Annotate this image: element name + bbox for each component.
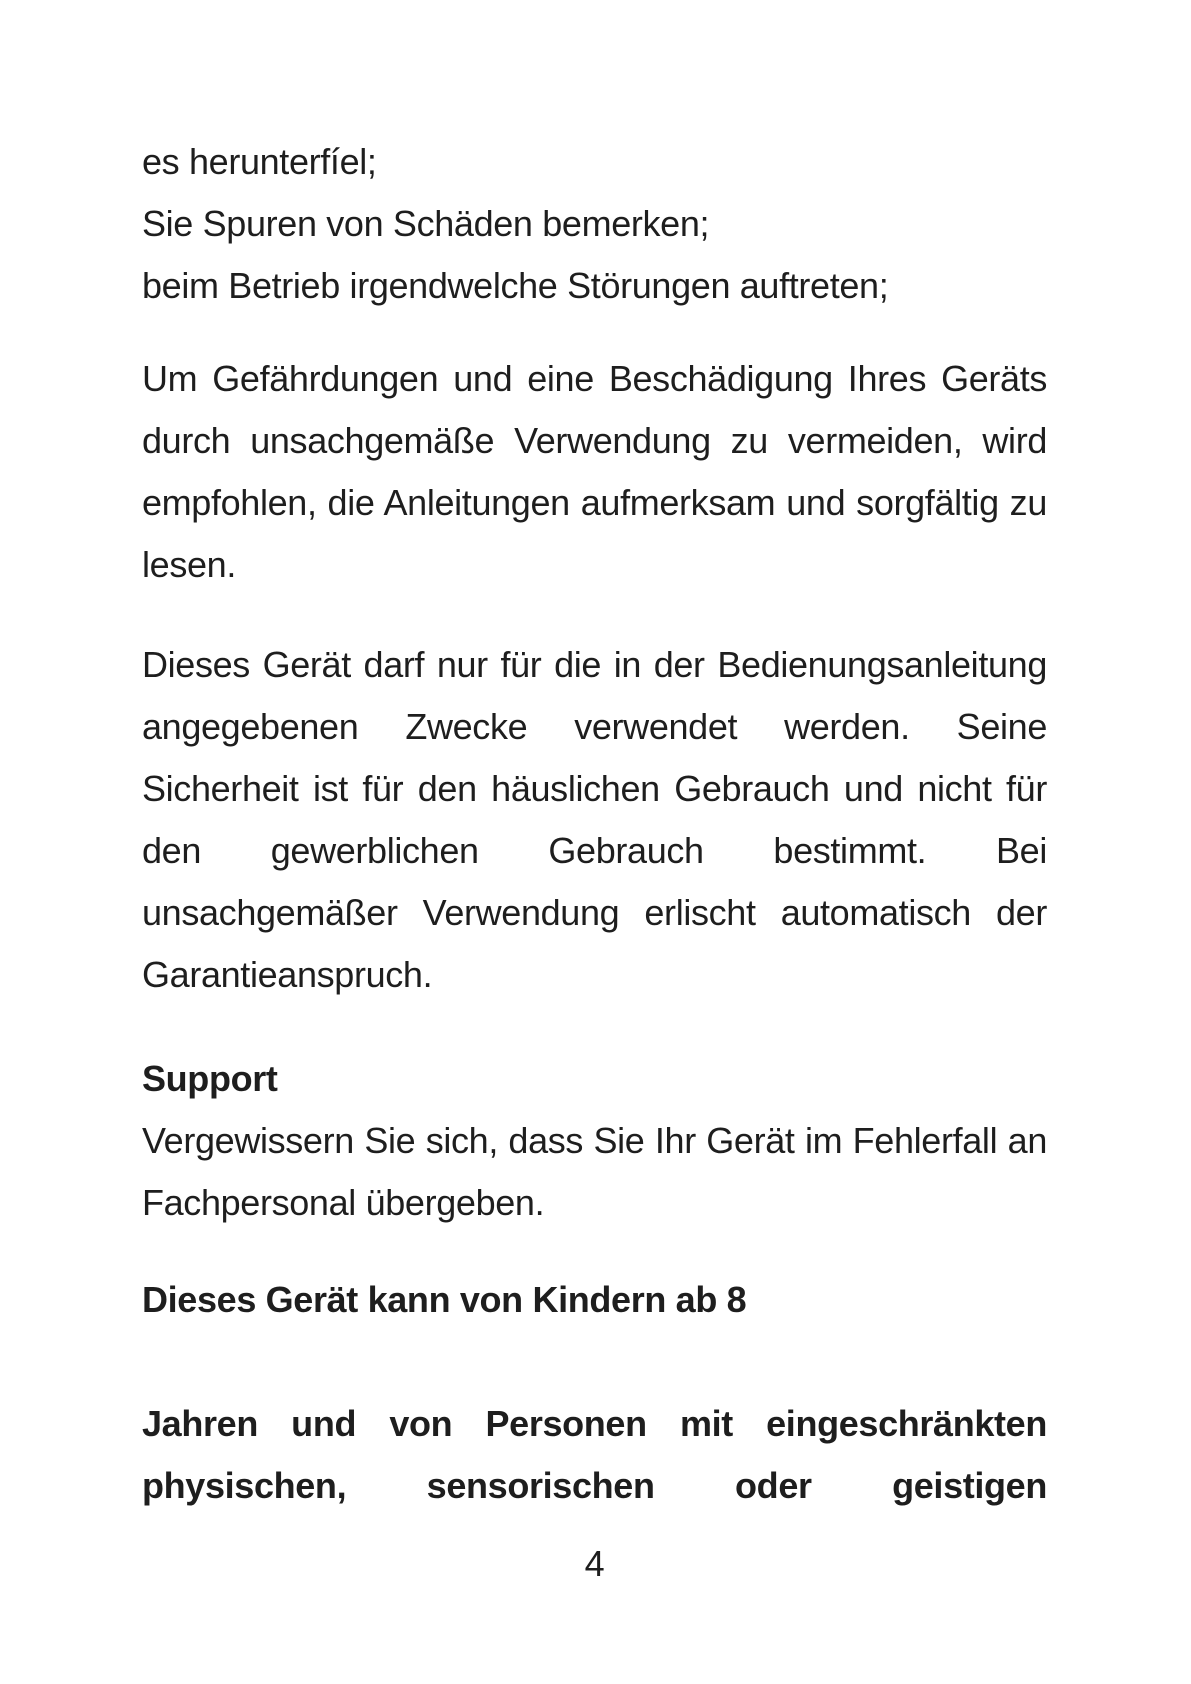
text-line: Dieses Gerät darf nur für die in der Bedienungsanleitung (142, 644, 1047, 685)
children-notice-heading-block (142, 1269, 1047, 1331)
caution-paragraph (142, 348, 1047, 596)
page-footer (142, 1533, 1047, 1595)
text-line: den gewerblichen Gebrauch bestimmt. Bei (142, 830, 1047, 871)
support-heading: Support (142, 1058, 278, 1099)
text-line: Um Gefährdungen und eine Beschädigung Ihres Geräts (142, 358, 1047, 399)
text-line: lesen. (142, 544, 236, 585)
text-line: Garantieanspruch. (142, 954, 433, 995)
support-section (142, 1048, 1047, 1234)
text-line: beim Betrieb irgendwelche Störungen auftreten; (142, 265, 889, 306)
intended-use-paragraph (142, 634, 1047, 1006)
symptom-list (142, 131, 1047, 317)
text-line: Sicherheit ist für den häuslichen Gebrauch und nicht für (142, 768, 1047, 809)
page-body-text (142, 0, 1047, 1595)
text-line: Vergewissern Sie sich, dass Sie Ihr Gerät im Fehlerfall an (142, 1120, 1047, 1161)
text-line: es herunterfíel; (142, 141, 377, 182)
text-line: Fachpersonal übergeben. (142, 1182, 545, 1223)
text-line: durch unsachgemäße Verwendung zu vermeiden, wird (142, 420, 1047, 461)
text-line: physischen, sensorischen oder geistigen (142, 1465, 1047, 1506)
children-notice-paragraph (142, 1393, 1047, 1517)
text-line: Jahren und von Personen mit eingeschränkten (142, 1403, 1047, 1444)
text-line: empfohlen, die Anleitungen aufmerksam und sorgfältig zu (142, 482, 1047, 523)
page-number: 4 (584, 1543, 605, 1584)
text-line: angegebenen Zwecke verwendet werden. Seine (142, 706, 1047, 747)
children-notice-heading: Dieses Gerät kann von Kindern ab 8 (142, 1279, 747, 1320)
text-line: Sie Spuren von Schäden bemerken; (142, 203, 710, 244)
text-line: unsachgemäßer Verwendung erlischt automatisch der (142, 892, 1047, 933)
